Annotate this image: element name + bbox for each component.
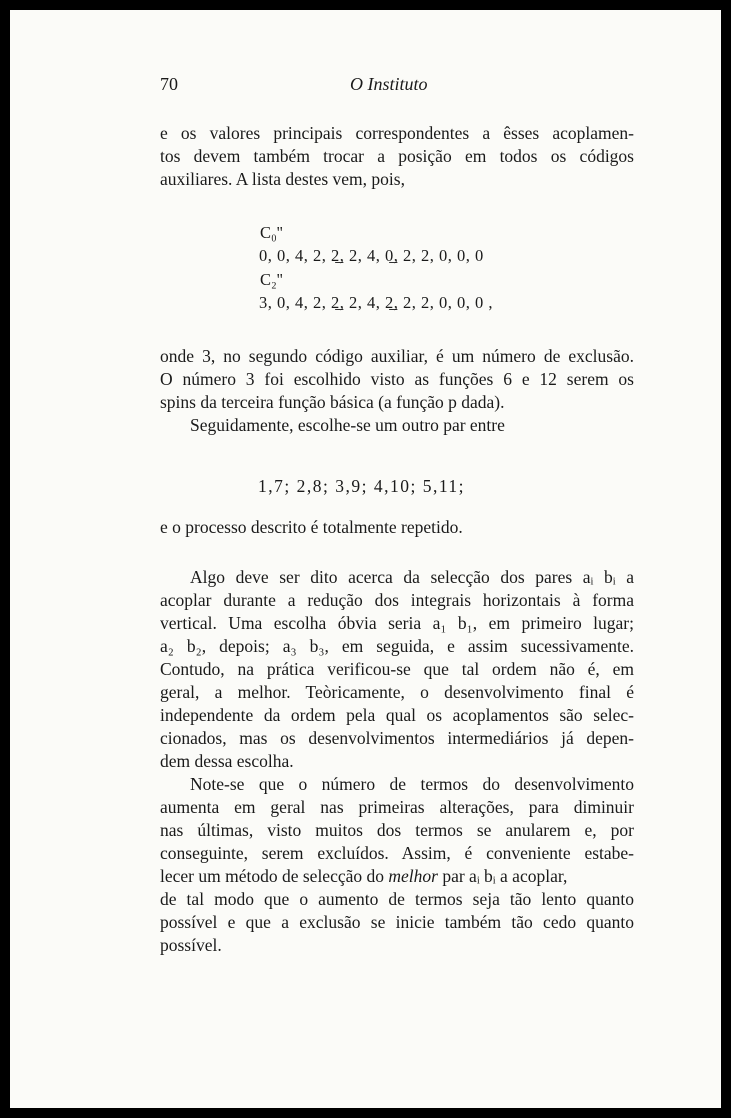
text-line: O número 3 foi escolhido visto as funções 6 e 12 serem os [160,369,634,389]
text-line: a₂ b₂, depois; a₃ b₃, em seguida, e assim sucessivamente. [160,636,634,656]
code-label-c0: C₀'' [260,223,283,242]
page-number: 70 [160,74,178,94]
text-line: independente da ordem pela qual os acoplamentos são selec- [160,705,634,725]
running-title: O Instituto [350,74,428,94]
text-line: conseguinte, serem excluídos. Assim, é conveniente estabe- [160,843,634,863]
text-line: nas últimas, visto muitos dos termos se anularem e, por [160,820,634,840]
text-line [160,866,634,887]
text-line: onde 3, no segundo código auxiliar, é um número de exclusão. [160,346,634,366]
text-line: de tal modo que o aumento de termos seja tão lento quanto [160,889,634,909]
text-line: e os valores principais correspondentes a êsses acoplamen- [160,123,634,143]
emphasis-melhor: melhor [388,866,438,886]
text-line: dem dessa escolha. [160,751,294,771]
page-header [160,74,630,100]
text-line: Contudo, na prática verificou-se que tal ordem não é, em [160,659,634,679]
document-page [10,10,721,1108]
text-line: e o processo descrito é totalmente repetido. [160,517,463,537]
code-values-c0: 0, 0, 4, 2, 2̲, 2, 4, 0̲, 2, 2, 0, 0, 0 [259,246,484,265]
text-line: Algo deve ser dito acerca da selecção dos pares aᵢ bᵢ a [190,567,634,587]
text-line: tos devem também trocar a posição em todos os códigos [160,146,634,166]
text-span: par aᵢ bᵢ a acoplar, [437,866,568,886]
code-label-c2: C₂'' [260,270,283,289]
text-line: spins da terceira função básica (a função p dada). [160,392,505,412]
text-line: possível e que a exclusão se inicie também tão cedo quanto [160,912,634,932]
pairs-list: 1,7; 2,8; 3,9; 4,10; 5,11; [258,476,466,496]
text-line: vertical. Uma escolha óbvia seria a₁ b₁, em primeiro lugar; [160,613,634,633]
code-values-c2: 3, 0, 4, 2, 2̲, 2, 4, 2̲, 2, 2, 0, 0, 0 , [259,293,493,312]
text-line: aumenta em geral nas primeiras alterações, para diminuir [160,797,634,817]
text-line: geral, a melhor. Teòricamente, o desenvolvimento final é [160,682,634,702]
text-line: Seguidamente, escolhe-se um outro par entre [190,415,505,435]
text-span: lecer um método de selecção do [160,866,389,886]
text-line: cionados, mas os desenvolvimentos intermediários já depen- [160,728,634,748]
text-line: acoplar durante a redução dos integrais horizontais à forma [160,590,634,610]
text-line: auxiliares. A lista destes vem, pois, [160,169,405,189]
text-line: Note-se que o número de termos do desenvolvimento [190,774,634,794]
text-line: possível. [160,935,222,955]
